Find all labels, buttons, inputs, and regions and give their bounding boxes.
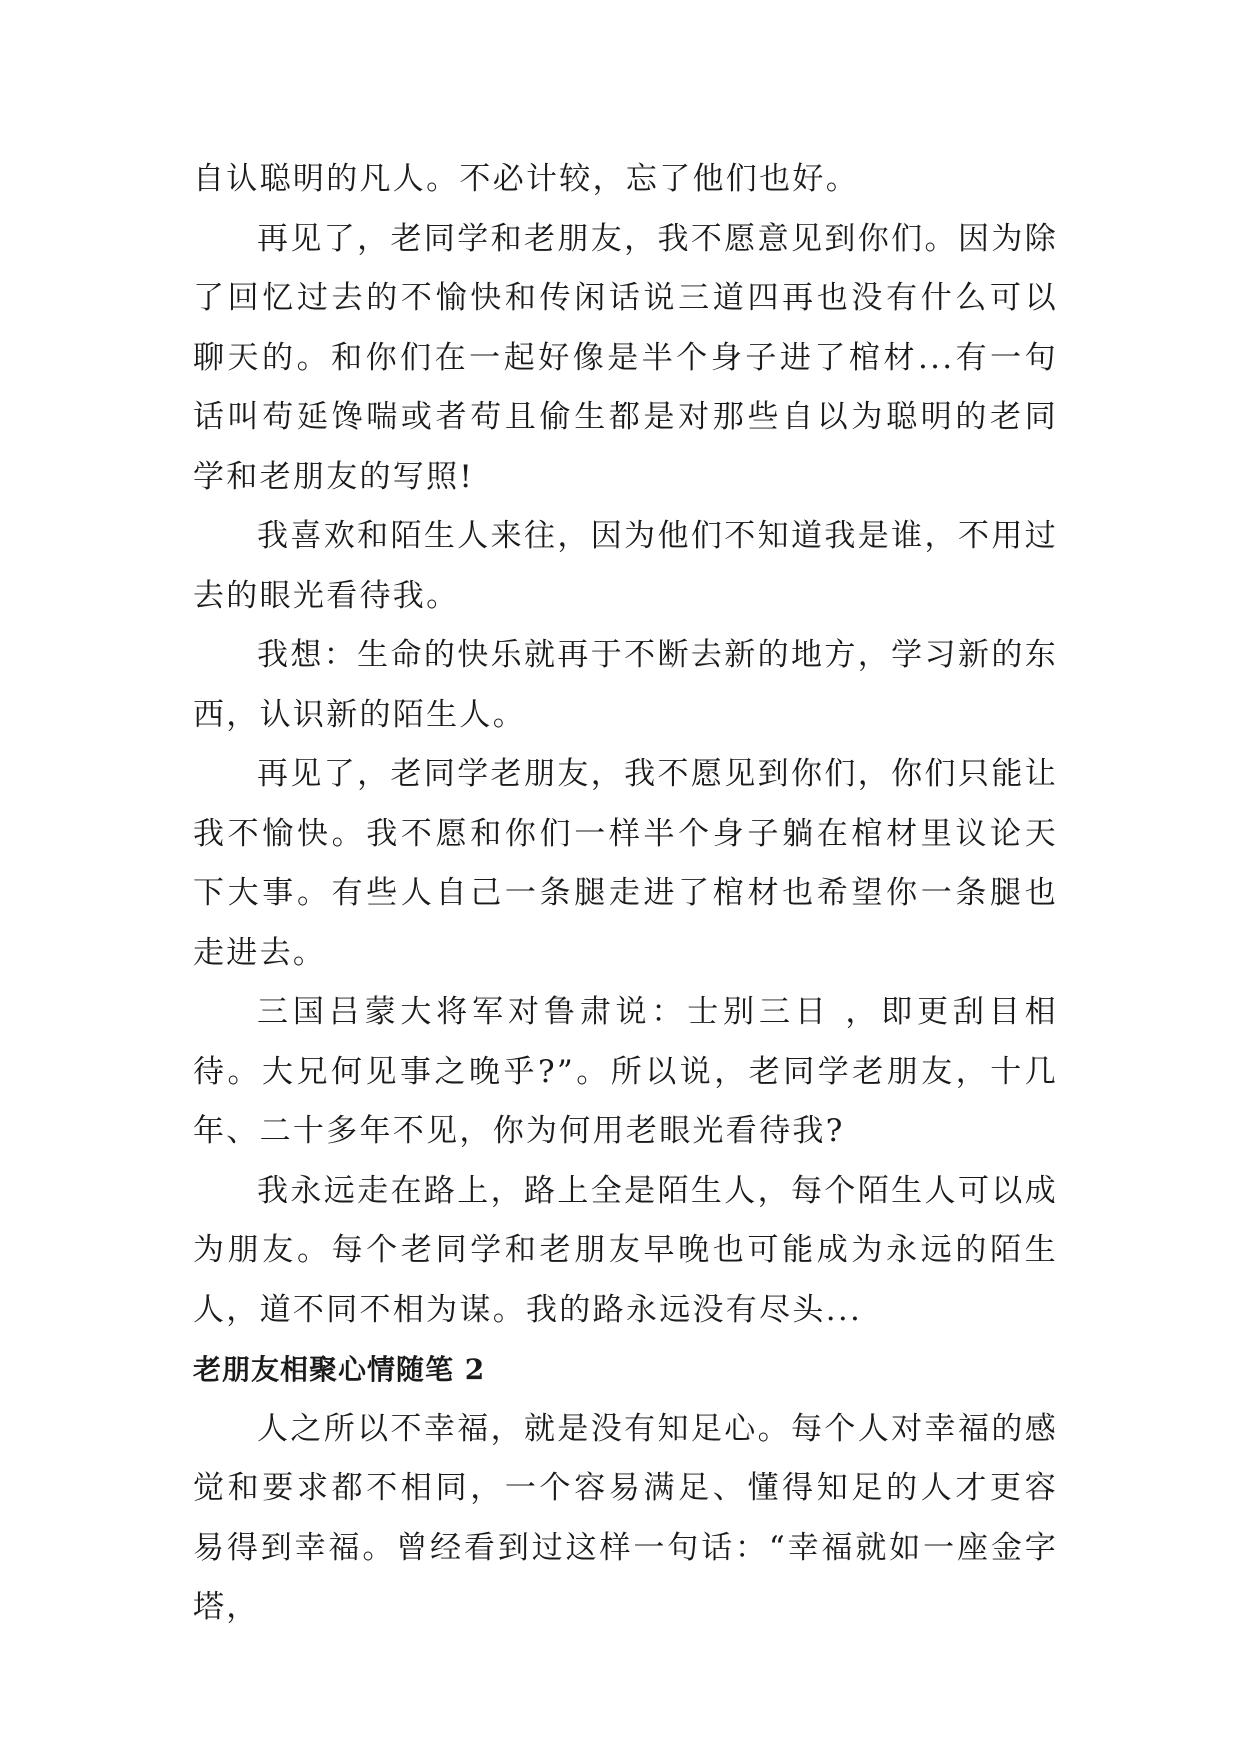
paragraph-farewell-again: 再见了，老同学老朋友，我不愿见到你们，你们只能让我不愉快。我不愿和你们一样半个身子躺在棺材里议论天下大事。有些人自己一条腿走进了棺材也希望你一条腿也走进去。 xyxy=(193,756,1058,971)
paragraph-on-the-road: 我永远走在路上，路上全是陌生人，每个陌生人可以成为朋友。每个老同学和老朋友早晚也可能成为永远的陌生人，道不同不相为谋。我的路永远没有尽头... xyxy=(193,1172,1058,1328)
paragraph-farewell-old-friends: 再见了，老同学和老朋友，我不愿意见到你们。因为除了回忆过去的不愉快和传闲话说三道四再也没有什么可以聊天的。和你们在一起好像是半个身子进了棺材...有一句话叫苟延馋喘或者苟且偷生都是对那些自以为聪明的老同学和老朋友的写照! xyxy=(193,220,1058,495)
document-body xyxy=(193,150,1058,1638)
paragraph-continuation: 自认聪明的凡人。不必计较，忘了他们也好。 xyxy=(193,161,859,197)
paragraph-happiness: 人之所以不幸福，就是没有知足心。每个人对幸福的感觉和要求都不相同，一个容易满足、懂得知足的人才更容易得到幸福。曾经看到过这样一句话：“幸福就如一座金字塔， xyxy=(193,1410,1058,1625)
section-heading: 老朋友相聚心情随笔 2 xyxy=(193,1353,486,1386)
paragraph-joy-of-life: 我想：生命的快乐就再于不断去新的地方，学习新的东西，认识新的陌生人。 xyxy=(193,637,1058,733)
paragraph-strangers: 我喜欢和陌生人来往，因为他们不知道我是谁，不用过去的眼光看待我。 xyxy=(193,518,1058,614)
paragraph-lv-meng-quote: 三国吕蒙大将军对鲁肃说：士别三日 ，即更刮目相待。大兄何见事之晚乎?”。所以说，老同学老朋友，十几年、二十多年不见，你为何用老眼光看待我? xyxy=(193,994,1058,1149)
